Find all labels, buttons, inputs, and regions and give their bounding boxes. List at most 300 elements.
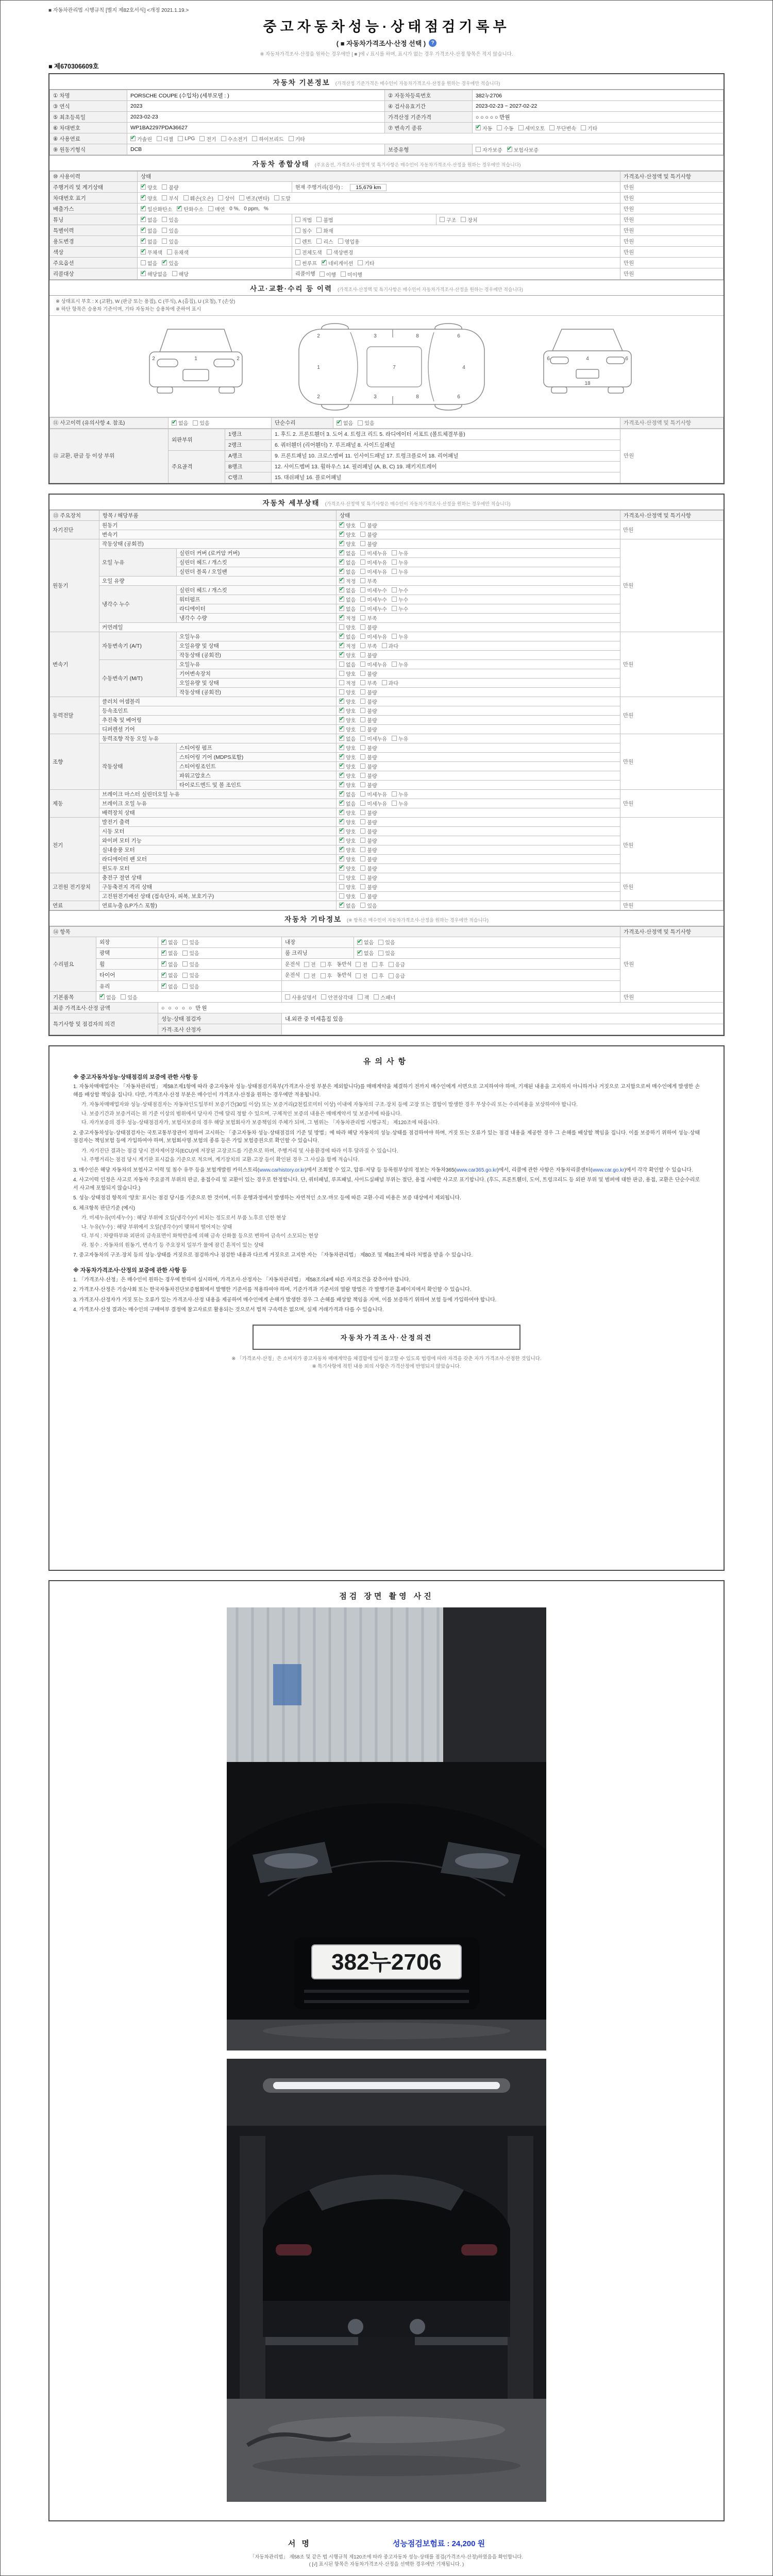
detail-grid (49, 510, 724, 910)
device-name: 변속기 (50, 632, 99, 697)
checkbox-empty-icon (392, 662, 397, 667)
panel-items: 6. 쿼터휀더 (리어휀더) 7. 루프패널 8. 사이드실패널 (272, 439, 620, 450)
checkbox-empty (182, 949, 199, 957)
checkbox-empty (295, 238, 312, 245)
item-label: 배력장치 상태 (99, 808, 337, 817)
checkbox-empty-icon (360, 717, 365, 722)
checkbox-checked (339, 735, 356, 742)
help-icon[interactable]: ? (429, 39, 436, 47)
final-amount-row (50, 1003, 724, 1013)
checkbox-label: 불량 (367, 541, 377, 548)
item-label: 오일누유 (177, 632, 337, 641)
field-value: DCB (127, 144, 385, 155)
checkbox-label: 불량 (367, 625, 377, 631)
checkbox-empty-icon (392, 634, 397, 639)
checkbox-checked-icon (339, 847, 344, 852)
checkbox-empty-icon (172, 271, 177, 276)
checkbox-empty-icon (360, 587, 365, 592)
remarks-row (50, 1013, 724, 1024)
checkbox-checked-icon (161, 951, 166, 956)
checkbox-checked-icon (339, 838, 344, 843)
checkbox-label: 있음 (385, 951, 395, 957)
checkbox-empty (440, 216, 456, 224)
item-state (337, 669, 620, 678)
checkbox-checked-icon (339, 606, 344, 611)
comprehensive-grid (49, 171, 724, 280)
checkbox-empty-icon (360, 810, 365, 815)
checkbox-label: 불량 (367, 820, 377, 826)
car-hood (227, 1803, 546, 2050)
notice-text: 라. 침수 : 자동차의 원동기, 변속기 등 주요장치 일부가 물에 잠긴 흔적이 있는 상태 (81, 1242, 264, 1248)
row-label: 단순수리 (272, 417, 333, 428)
item-state (337, 650, 620, 659)
checkbox-empty-icon (360, 671, 365, 676)
accident-history-title (49, 280, 724, 296)
checkbox-empty-icon (392, 801, 397, 806)
checkbox-empty (392, 549, 408, 557)
checkbox-empty-icon (321, 994, 326, 999)
checkbox-label: 양호 (346, 708, 356, 715)
notice-text: 다. 자가보증의 경우 성능·상태점검자가, 보험사보증의 경우 해당 보험회사가 보증책임의 주체가 되며, 그 범위는 「자동차관리법 시행규칙」 제120조에 따릅니다. (81, 1120, 440, 1126)
checkbox-empty-icon (339, 689, 344, 694)
svg-text:1: 1 (194, 355, 197, 362)
amount-cell: 만원 (620, 182, 724, 193)
item-group: 자동변속기 (A/T) (99, 632, 177, 659)
checkbox-empty (382, 679, 398, 687)
checkbox-label: 있음 (189, 973, 199, 979)
checkbox-checked (339, 651, 356, 659)
checkbox-checked (507, 146, 539, 154)
item-state (337, 891, 620, 901)
checkbox-label: 누수 (398, 597, 409, 603)
checkbox-empty-icon (221, 136, 226, 141)
checkbox-empty (360, 781, 377, 789)
checkbox-label: 없음 (168, 984, 178, 990)
checkbox-label: 미세누유 (367, 792, 387, 798)
amount-cell: 만원 (620, 429, 724, 483)
checkbox-empty (360, 577, 377, 585)
checkbox-label: 보험사보증 (513, 147, 539, 154)
checkbox-label: 부족 (367, 681, 377, 687)
checkbox-empty-icon (295, 249, 300, 255)
checkbox-empty (183, 194, 213, 202)
checkbox-empty-icon (360, 903, 365, 908)
checkbox-label: 매연 (214, 207, 225, 213)
item-state (337, 863, 620, 873)
checkbox-empty (360, 651, 377, 659)
checkbox-empty-icon (581, 125, 586, 130)
checkbox-checked-icon (337, 420, 342, 426)
link[interactable]: www.car365.go.kr (456, 1167, 497, 1173)
checkbox-empty-icon (360, 745, 365, 750)
item-label: 라디에이터 팬 모터 (99, 854, 337, 863)
checkbox-label: 양호 (346, 764, 356, 770)
checkbox-empty (360, 790, 387, 798)
field-label: ④ 검사유효기간 (385, 101, 473, 112)
state-cell (138, 258, 292, 268)
item-label: 룸 크리닝 (282, 947, 354, 958)
checkbox-empty-icon (218, 195, 223, 200)
checkbox-empty-icon (360, 560, 365, 565)
checkbox-label: 없음 (346, 903, 356, 909)
checkbox-checked-icon (322, 260, 327, 265)
notice-text: 1. 「가격조사·산정」은 매수인이 원하는 경우에 한하여 실시하며, 가격조사·산정자는 「자동차관리법」 제58조의4에 따른 자격요건을 갖추어야 합니다. (73, 1277, 411, 1283)
photos-title: 점검 장면 촬영 사진 (339, 1592, 434, 1601)
item-state (337, 817, 620, 826)
checkbox-empty (182, 971, 199, 979)
usage-history-row (50, 225, 724, 236)
checkbox-checked (141, 194, 157, 202)
checkbox-checked (339, 642, 356, 650)
checkbox-empty (316, 216, 333, 224)
checkbox-empty-icon (162, 217, 167, 222)
notice-text: 6. 체크항목 판단기준 (예시) (73, 1205, 135, 1211)
checkbox-label: 누유 (398, 792, 409, 798)
checkbox-checked (339, 744, 356, 752)
link[interactable]: www.car.go.kr (592, 1167, 625, 1173)
notice-text: 2. 가격조사·산정은 기술사회 또는 한국자동차진단보증협회에서 발행한 기준서를 적용하여야 하며, 기준가격과 기준서의 열람 방법은 각 발행기관 홈페이지에서 확인할 수 있습니다. (73, 1287, 472, 1293)
checkbox-label: 해당 (178, 272, 189, 278)
item-label: 브레이크 마스터 실린더오일 누유 (99, 789, 337, 799)
checkbox-empty-icon (360, 652, 365, 657)
checkbox-empty-icon (182, 973, 188, 978)
checkbox-empty (339, 688, 356, 696)
checkbox-checked (161, 949, 178, 957)
checkbox-label: 미세누유 (367, 634, 387, 640)
item-group: 작동상태 (99, 743, 177, 789)
checkbox-checked (339, 800, 356, 807)
inspector-comment (282, 1024, 724, 1035)
checkbox-label: 불량 (367, 838, 377, 844)
checkbox-label: 있음 (169, 261, 179, 267)
checkbox-empty-icon (360, 606, 365, 611)
item-label: 추진축 및 베어링 (99, 715, 337, 724)
checkbox-label: 양호 (346, 848, 356, 854)
checkbox-label: 색상변경 (333, 250, 354, 256)
item-label: 오일유량 및 상태 (177, 678, 337, 687)
checkbox-empty (497, 124, 513, 132)
checkbox-checked-icon (339, 773, 344, 778)
checkbox-checked-icon (339, 699, 344, 704)
checkbox-checked-icon (339, 745, 344, 750)
checkbox-label: 없음 (346, 736, 356, 742)
checkbox-checked-icon (339, 597, 344, 602)
final-amount-label: 최종 가격조사·산정 금액 (50, 1003, 158, 1013)
checkbox-label: 적정 (346, 681, 356, 687)
rank-label: C랭크 (225, 472, 272, 483)
checkbox-label: 없음 (147, 261, 158, 267)
column-header: 가격조사·산정액 및 특기사항 (620, 172, 724, 182)
checkbox-checked (339, 531, 356, 538)
checkbox-checked (339, 846, 356, 854)
checkbox-label: 누유 (398, 662, 409, 668)
checkbox-empty-icon (360, 801, 365, 806)
checkbox-empty-icon (392, 569, 397, 574)
svg-text:8: 8 (416, 394, 419, 400)
checkbox-checked (339, 577, 356, 585)
remarks-label: 특기사항 및 점검자의 의견 (50, 1013, 158, 1035)
checkbox-empty (162, 194, 178, 202)
basic-items-row (50, 992, 724, 1003)
checkbox-empty (252, 135, 283, 143)
device-name: 연료 (50, 901, 99, 910)
checkbox-empty (581, 124, 597, 132)
checkbox-empty (360, 707, 377, 715)
item-state (337, 808, 620, 817)
checkbox-label: 불량 (367, 745, 377, 752)
checkbox-empty (360, 540, 377, 548)
item-state (337, 724, 620, 734)
checkbox-label: 양호 (346, 532, 356, 538)
opinion-note: ※ 특기사항에 적힌 내용 외의 사항은 가격산정에 반영되지 않았습니다. (312, 1363, 461, 1369)
checkbox-checked (339, 809, 356, 817)
item-label: 오일누유 (177, 659, 337, 669)
checkbox-empty-icon (360, 856, 365, 861)
field-value: PORSCHE COUPE (수입차) (세부모델 : ) (127, 90, 385, 101)
item-state (337, 734, 620, 743)
checkbox-empty (392, 633, 408, 640)
checkbox-empty-icon (304, 973, 309, 978)
field-label: ⑥ 차대번호 (50, 123, 127, 133)
item-state (337, 613, 620, 622)
checkbox-empty (372, 972, 384, 979)
doc-number: ■ 제670306609호 (48, 63, 99, 70)
checkbox-empty (218, 194, 234, 202)
accident-table (49, 417, 724, 483)
checkbox-checked-icon (339, 801, 344, 806)
accident-notes (49, 296, 724, 316)
checkbox-label: 양호 (346, 773, 356, 779)
link[interactable]: www.carhistory.or.kr (259, 1167, 305, 1173)
misc-table (49, 926, 724, 1035)
checkbox-empty-icon (320, 272, 325, 277)
item-state (337, 845, 620, 854)
checkbox-label: 잭 (364, 995, 369, 1001)
checkbox-label: 없음 (346, 792, 356, 798)
checkbox-label: 있음 (169, 239, 179, 245)
checkbox-label: 기타 (364, 261, 375, 267)
checkbox-checked (161, 938, 178, 946)
checkbox-label: 불량 (367, 764, 377, 770)
amount-cell: 만원 (620, 204, 724, 214)
checkbox-empty-icon (360, 615, 365, 620)
notice-item (81, 1242, 700, 1250)
usage-history-row (50, 214, 724, 225)
checkbox-empty-icon (358, 994, 363, 999)
checkbox-empty-icon (389, 973, 394, 978)
checkbox-label: 후 (378, 962, 384, 969)
checkbox-checked-icon (476, 125, 481, 130)
checkbox-empty (162, 238, 178, 245)
checkbox-empty-icon (360, 838, 365, 843)
field-label: ① 차명 (50, 90, 127, 101)
checkbox-empty (339, 623, 356, 631)
checkbox-checked (177, 205, 204, 213)
row-label: 특별이력 (50, 225, 138, 236)
checkbox-checked (141, 238, 157, 245)
checkbox-label: 누유 (398, 560, 409, 566)
checkbox-empty-icon (182, 984, 188, 989)
checkbox-empty (360, 586, 387, 594)
checkbox-empty-icon (182, 940, 188, 945)
checkbox-checked (99, 993, 116, 1001)
inspector-comment: 내.외관 중 미세흠집 있음 (282, 1013, 724, 1024)
checkbox-checked-icon (339, 782, 344, 787)
svg-text:7: 7 (393, 364, 396, 370)
checkbox-empty (360, 837, 377, 844)
checkbox-label: 없음 (168, 940, 178, 946)
state-cell (138, 193, 620, 204)
item-state (337, 557, 620, 567)
usage-history-row (50, 236, 724, 247)
svg-text:4: 4 (462, 364, 465, 370)
amount-cell: 만원 (620, 214, 724, 225)
checkbox-checked (161, 971, 178, 979)
checkbox-empty (476, 146, 502, 154)
misc-info-title (49, 910, 724, 926)
checkbox-checked-icon (172, 420, 177, 426)
amount-cell: 만원 (620, 520, 724, 539)
amount-cell: 만원 (620, 268, 724, 280)
row-label: 색상 (50, 247, 138, 258)
state-cell (292, 268, 620, 280)
checkbox-label: 없음 (168, 951, 178, 957)
checkbox-label: 없음 (346, 597, 356, 603)
checkbox-label: 불량 (367, 699, 377, 705)
checkbox-label: 전 (362, 962, 367, 969)
section-note: (가격조사·산정액 및 특기사항은 매수인이 자동차가격조사·산정을 원하는 경우에만 적습니다) (325, 501, 511, 506)
checkbox-label: 양호 (346, 885, 356, 891)
checkbox-checked-icon (161, 961, 166, 967)
item-label: 냉각수 수량 (177, 613, 337, 622)
checkbox-label: 하이브리드 (259, 137, 284, 143)
checkbox-label: 없음 (346, 634, 356, 640)
checkbox-label: 기타 (587, 126, 598, 132)
checkbox-checked (357, 938, 374, 946)
item-label: 발전기 출력 (99, 817, 337, 826)
checkbox-label: 후 (327, 962, 332, 969)
checkbox-label: 양호 (346, 718, 356, 724)
checkbox-empty-icon (295, 228, 300, 233)
item-label: 타이로드엔드 및 볼 조인트 (177, 780, 337, 789)
row-label: 리콜대상 (50, 268, 138, 280)
basic-info-title (49, 74, 724, 90)
notice-text: )에서 조회할 수 있고, 압류·저당 등 등록원부상의 정보는 자동차365( (305, 1167, 456, 1173)
checkbox-checked-icon (141, 228, 146, 233)
svg-text:6: 6 (625, 355, 628, 362)
panel-items: 9. 프론트패널 10. 크로스멤버 11. 인사이드패널 17. 트렁크플로어 18. 리어패널 (272, 450, 620, 461)
checkbox-label: 누유 (398, 569, 409, 575)
checkbox-label: 영업용 (344, 239, 360, 245)
checkbox-empty (360, 892, 377, 900)
item-label: 스티어링 펌프 (177, 743, 337, 752)
section-title: 자동차 기타정보 (284, 915, 342, 923)
checkbox-empty (392, 605, 408, 613)
checkbox-label: 적법 (302, 217, 312, 224)
checkbox-empty-icon (239, 195, 244, 200)
checkbox-empty-icon (321, 973, 326, 978)
law-reference: ■ 자동차관리법 시행규칙 [별지 제82호서식] <개정 2021.1.19.> (48, 8, 189, 13)
car-damage-diagram (49, 316, 724, 417)
item-label: 작동상태 (공회전) (99, 539, 337, 548)
checkbox-empty-icon (339, 884, 344, 889)
notice-text: 4. 사고이력 인정은 사고로 자동차 주요골격 부위의 판금, 용접수리 및 교환이 있는 경우로 한정합니다. 단, 쿼터패널, 루프패널, 사이드실패널 부위는 절단, 용접 시에만 사고로 표기합니다. (후드, 프론트휀더, 도어, 트렁크리드 등 외판 부위 및 범퍼에 대한 판금, 용접, 교환은 단순수리로서 사고에 포함되지 않습니다.) (73, 1177, 700, 1191)
text-label: 운전석 (285, 973, 300, 979)
item-state (337, 706, 620, 715)
item-state (337, 836, 620, 845)
overall-state-title (49, 155, 724, 171)
checkbox-empty-icon (392, 597, 397, 602)
checkbox-empty (360, 633, 387, 640)
item-state (282, 958, 620, 970)
checkbox-empty-icon (360, 726, 365, 732)
checkbox-empty-icon (208, 206, 213, 211)
checkbox-empty (295, 259, 317, 267)
checkbox-empty-icon (316, 217, 322, 222)
checkbox-label: 자가보증 (482, 147, 502, 154)
checkbox-empty-icon (392, 560, 397, 565)
car-underbody (263, 2301, 510, 2337)
checkbox-empty-icon (360, 532, 365, 537)
item-state (337, 752, 620, 761)
checkbox-checked (339, 902, 356, 909)
checkbox-empty (360, 827, 377, 835)
checkbox-empty (372, 960, 384, 968)
item-label: 변속기 (99, 530, 337, 539)
checkbox-label: 양호 (346, 523, 356, 529)
item-state (337, 659, 620, 669)
checkbox-empty (389, 960, 405, 968)
checkbox-checked (339, 855, 356, 863)
checkbox-label: 없음 (346, 606, 356, 613)
state-cell (138, 225, 292, 236)
item-label: 디퍼렌셜 기어 (99, 724, 337, 734)
field-value: WP1BA2297PDA36627 (127, 123, 385, 133)
item-label: 실린더 블록 / 오일팬 (177, 567, 337, 576)
checkbox-checked-icon (339, 541, 344, 546)
price-opinion-box-title: 자동차가격조사·산정의견 (340, 1333, 433, 1342)
notice-text: )에서 각각 확인할 수 있습니다. (624, 1167, 693, 1173)
checkbox-empty-icon (360, 773, 365, 778)
checkbox-checked (339, 586, 356, 594)
column-header: 상태 (337, 510, 620, 520)
notice-item (73, 1194, 700, 1202)
checkbox-checked-icon (339, 810, 344, 815)
group-label: 외판부위 (169, 429, 225, 450)
notice-text: 4. 가격조사·산정 결과는 매수인의 구매여부 결정에 참고자료로 활용되는 것으로서 법적 구속력은 없으며, 실제 거래가격과 다를 수 있습니다. (73, 1307, 384, 1313)
checkbox-checked-icon (161, 973, 166, 978)
checkbox-empty-icon (321, 962, 326, 967)
checkbox-checked (337, 419, 353, 427)
checkbox-label: 있음 (189, 984, 199, 990)
row-label: ⑫ 교환, 판금 등 이상 부위 (50, 429, 169, 483)
checkbox-checked-icon (357, 940, 362, 945)
checkbox-checked-icon (339, 634, 344, 639)
checkbox-label: 미세누유 (367, 569, 387, 575)
checkbox-checked (339, 781, 356, 789)
checkbox-empty (392, 660, 408, 668)
checkbox-empty-icon (339, 875, 344, 880)
checkbox-label: 없음 (346, 662, 356, 668)
checkbox-checked (357, 949, 374, 957)
checkbox-label: 불량 (367, 718, 377, 724)
checkbox-empty-icon (339, 662, 344, 667)
notice-heading (73, 1073, 700, 1081)
checkbox-checked-icon (339, 615, 344, 620)
checkbox-empty-icon (252, 136, 257, 141)
checkbox-empty (316, 238, 333, 245)
detail-row (50, 520, 724, 530)
